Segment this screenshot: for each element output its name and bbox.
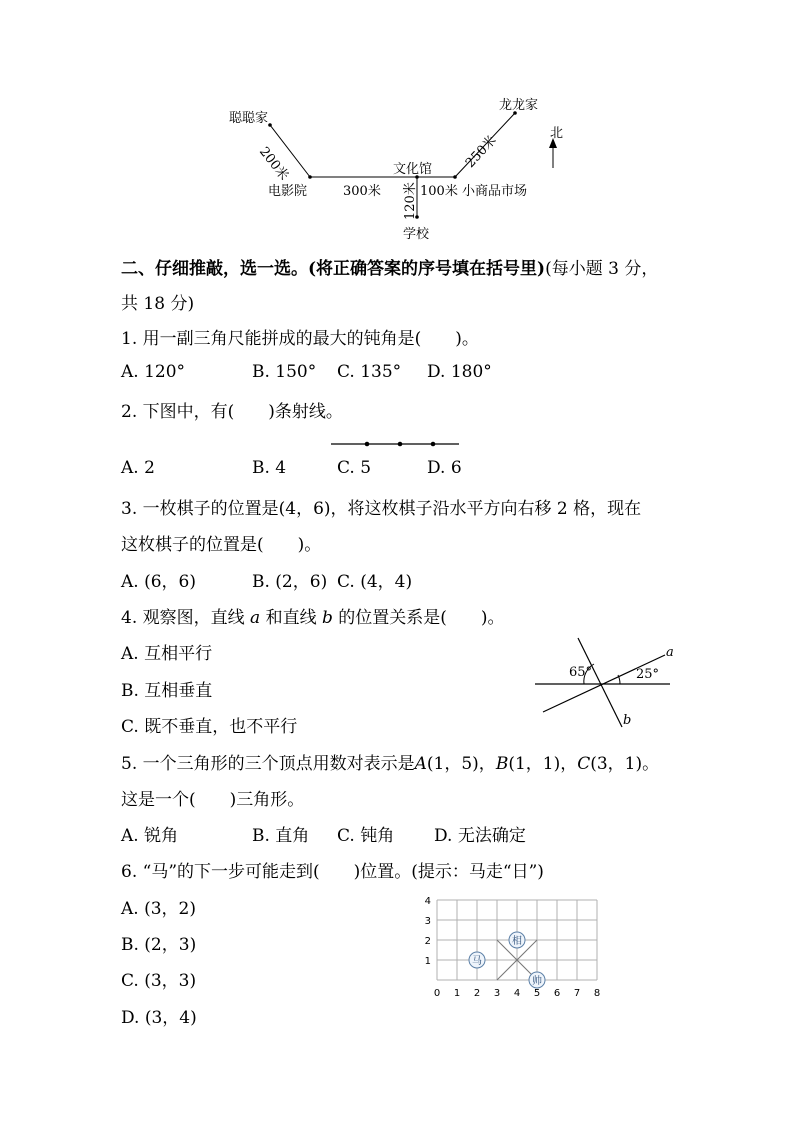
q5-option-b: B. 直角 [252, 826, 310, 846]
q3-stem-line2: 这枚棋子的位置是( )。 [121, 535, 322, 555]
chess-piece-label: 帅 [532, 976, 542, 987]
q1-option-d: D. 180° [427, 362, 492, 382]
distance-cinema-hall: 300米 [343, 184, 381, 199]
q5-stem-prefix: 5. 一个三角形的三个顶点用数对表示是 [121, 754, 415, 774]
chess-piece-label: 马 [472, 956, 482, 967]
chess-piece-label: 相 [512, 936, 522, 947]
q2-option-a: A. 2 [121, 458, 155, 478]
distance-hall-school: 120米 [403, 182, 418, 220]
place-congcong-home: 聪聪家 [229, 111, 269, 126]
q4-var-b: b [321, 608, 333, 628]
q4-var-a: a [250, 608, 261, 628]
q6-stem: 6. “马”的下一步可能走到( )位置。(提示：马走“日”) [121, 862, 544, 882]
q5-point-c-coord: (3，1)。 [590, 754, 660, 774]
q3-option-b: B. (2，6) [252, 572, 328, 592]
q5-option-c: C. 钝角 [337, 826, 395, 846]
x-axis-label: 8 [593, 988, 601, 999]
y-axis-label: 3 [424, 916, 431, 927]
x-axis-label: 3 [493, 988, 501, 999]
place-school: 学校 [403, 227, 430, 242]
q1-stem: 1. 用一副三角尺能拼成的最大的钝角是( )。 [121, 329, 479, 349]
q1-option-c: C. 135° [337, 362, 402, 382]
q4-option-a: A. 互相平行 [121, 644, 213, 664]
x-axis-label: 0 [433, 988, 441, 999]
q5-point-a: A [414, 754, 427, 774]
place-longlong-home: 龙龙家 [499, 98, 539, 113]
north-label: 北 [550, 126, 564, 141]
q5-point-c: C [577, 754, 591, 774]
q6-option-b: B. (2，3) [121, 935, 197, 955]
place-cinema: 电影院 [268, 184, 308, 199]
q1-option-b: B. 150° [252, 362, 317, 382]
y-axis-label: 2 [424, 936, 431, 947]
q6-option-d: D. (3，4) [121, 1008, 197, 1028]
q4-option-b: B. 互相垂直 [121, 681, 213, 701]
q4-angle-65: 65° [569, 665, 593, 680]
q5-point-b: B [495, 754, 509, 774]
q2-stem: 2. 下图中，有( )条射线。 [121, 402, 343, 422]
q4-stem-prefix: 4. 观察图，直线 [121, 608, 251, 628]
distance-home-cinema: 200米 [256, 144, 292, 184]
distance-market-longlong: 250米 [462, 133, 500, 171]
q5-option-d: D. 无法确定 [434, 826, 526, 846]
q5-option-a: A. 锐角 [121, 826, 179, 846]
place-culture-hall: 文化馆 [393, 162, 433, 177]
y-axis-label: 4 [424, 896, 431, 907]
q4-line-label-b: b [623, 713, 632, 728]
q6-option-c: C. (3，3) [121, 971, 197, 991]
q5-point-a-coord: (1，5)， [426, 754, 496, 774]
q4-option-c: C. 既不垂直，也不平行 [121, 717, 298, 737]
distance-hall-market: 100米 [420, 184, 458, 199]
section2-score-note-cont: 共 18 分) [121, 294, 195, 314]
place-small-market: 小商品市场 [462, 184, 528, 199]
q3-option-a: A. (6，6) [121, 572, 196, 592]
q4-angle-25: 25° [636, 667, 660, 682]
q4-stem-mid: 和直线 [260, 608, 322, 628]
q1-option-a: A. 120° [121, 362, 186, 382]
q5-stem-line2: 这是一个( )三角形。 [121, 790, 305, 810]
q2-option-d: D. 6 [427, 458, 462, 478]
section2-title: 二、仔细推敲，选一选。(将正确答案的序号填在括号里) [121, 259, 546, 279]
q2-option-c: C. 5 [337, 458, 372, 478]
q3-option-c: C. (4，4) [337, 572, 413, 592]
q4-line-label-a: a [666, 645, 674, 660]
x-axis-label: 1 [453, 988, 461, 999]
x-axis-label: 5 [533, 988, 541, 999]
x-axis-label: 2 [473, 988, 481, 999]
q2-option-b: B. 4 [252, 458, 287, 478]
section2-score-note: (每小题 3 分， [545, 259, 659, 279]
q5-point-b-coord: (1，1)， [508, 754, 578, 774]
y-axis-label: 1 [424, 956, 431, 967]
x-axis-label: 7 [573, 988, 581, 999]
x-axis-label: 4 [513, 988, 521, 999]
x-axis-label: 6 [553, 988, 561, 999]
q4-stem-suffix: 的位置关系是( )。 [332, 608, 505, 628]
q3-stem-line1: 3. 一枚棋子的位置是(4，6)，将这枚棋子沿水平方向右移 2 格，现在 [121, 499, 642, 519]
q6-option-a: A. (3，2) [121, 899, 196, 919]
